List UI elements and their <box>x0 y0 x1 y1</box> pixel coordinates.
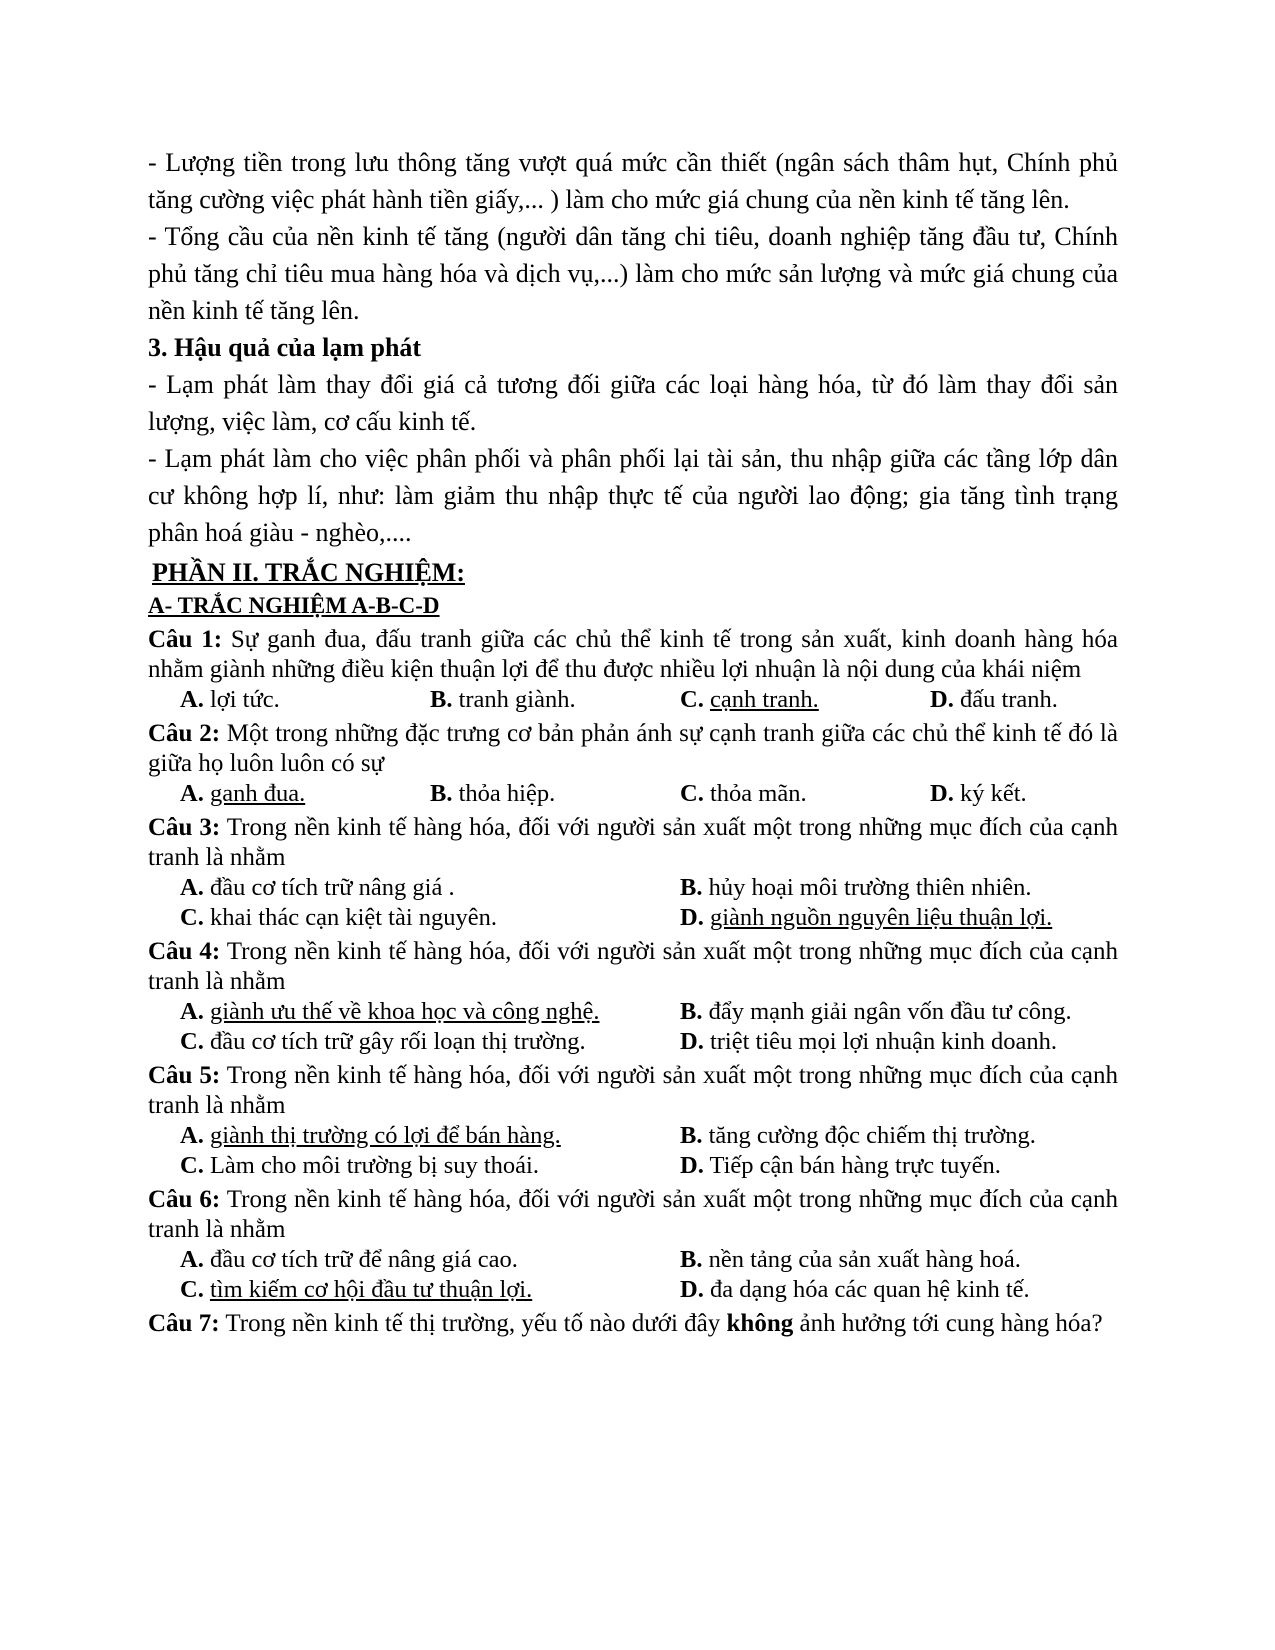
question-number: Câu 5: <box>148 1062 221 1089</box>
question-stem <box>148 625 1118 685</box>
option-text: đầu cơ tích trữ gây rối loạn thị trường. <box>209 1028 586 1055</box>
paragraph-relative-prices: - Lạm phát làm thay đổi giá cả tương đối giữa các loại hàng hóa, từ đó làm thay đổi sản lượng, việc làm, cơ cấu kinh tế. <box>148 370 1118 436</box>
question-1 <box>148 625 1118 715</box>
option-c <box>180 1027 680 1057</box>
option-key: A. <box>180 874 204 901</box>
option-text-correct: ganh đua. <box>209 780 306 807</box>
question-number: Câu 3: <box>148 814 221 841</box>
option-key: C. <box>180 1276 204 1303</box>
option-a <box>180 779 430 809</box>
question-6 <box>148 1185 1118 1305</box>
option-key: C. <box>180 1152 204 1179</box>
intro-section <box>148 144 1118 551</box>
part-subtitle: A- TRẮC NGHIỆM A-B-C-D <box>148 593 440 618</box>
option-b <box>680 1245 1118 1275</box>
option-text-correct: giành ưu thế về khoa học và công nghệ. <box>209 998 600 1025</box>
question-stem <box>148 1309 1118 1339</box>
option-text: hủy hoại môi trường thiên nhiên. <box>708 874 1032 901</box>
option-d <box>680 1151 1118 1181</box>
option-key: D. <box>680 1276 704 1303</box>
question-number: Câu 7: <box>148 1310 220 1337</box>
question-number: Câu 2: <box>148 720 221 747</box>
option-key: D. <box>930 780 954 807</box>
option-c <box>180 1275 680 1305</box>
question-stem <box>148 1061 1118 1121</box>
option-c <box>680 779 930 809</box>
option-key: B. <box>680 874 703 901</box>
option-b <box>680 1121 1118 1151</box>
options <box>148 997 1118 1057</box>
question-text: Trong nền kinh tế thị trường, yếu tố nào dưới đây <box>219 1310 727 1337</box>
question-text: Trong nền kinh tế hàng hóa, đối với người sản xuất một trong những mục đích của cạnh tranh là nhằm <box>148 938 1118 995</box>
question-emphasis: không <box>726 1310 794 1337</box>
question-number: Câu 6: <box>148 1186 221 1213</box>
question-text: ảnh hưởng tới cung hàng hóa? <box>793 1310 1103 1337</box>
option-text: khai thác cạn kiệt tài nguyên. <box>209 904 498 931</box>
question-text: Trong nền kinh tế hàng hóa, đối với người sản xuất một trong những mục đích của cạnh tranh là nhằm <box>148 1186 1118 1243</box>
option-key: A. <box>180 686 204 713</box>
option-key: A. <box>180 998 204 1025</box>
option-key: C. <box>180 1028 204 1055</box>
question-text: Một trong những đặc trưng cơ bản phản ánh sự cạnh tranh giữa các chủ thể kinh tế đó là giữa họ luôn luôn có sự <box>148 720 1118 777</box>
question-stem <box>148 937 1118 997</box>
option-d <box>680 903 1118 933</box>
question-stem <box>148 1185 1118 1245</box>
option-text: đầu cơ tích trữ để nâng giá cao. <box>209 1246 518 1273</box>
options <box>148 873 1118 933</box>
options <box>148 685 1118 715</box>
option-text: đẩy mạnh giải ngân vốn đầu tư công. <box>708 998 1072 1025</box>
option-key: D. <box>680 904 704 931</box>
option-text: Làm cho môi trường bị suy thoái. <box>209 1152 539 1179</box>
option-text: đa dạng hóa các quan hệ kinh tế. <box>709 1276 1030 1303</box>
option-b <box>680 997 1118 1027</box>
question-7 <box>148 1309 1118 1339</box>
option-text-correct: giành thị trường có lợi để bán hàng. <box>209 1122 561 1149</box>
option-c <box>180 1151 680 1181</box>
option-a <box>180 1245 680 1275</box>
option-a <box>180 873 680 903</box>
option-text: thỏa hiệp. <box>458 780 556 807</box>
part-title: PHẦN II. TRẮC NGHIỆM: <box>152 558 465 587</box>
options <box>148 1121 1118 1181</box>
option-d <box>680 1027 1118 1057</box>
option-text: đấu tranh. <box>959 686 1058 713</box>
options <box>148 1245 1118 1305</box>
option-key: A. <box>180 1122 204 1149</box>
option-text: nền tảng của sản xuất hàng hoá. <box>708 1246 1021 1273</box>
option-c <box>180 903 680 933</box>
option-key: A. <box>180 780 204 807</box>
option-key: D. <box>930 686 954 713</box>
question-number: Câu 1: <box>148 626 223 653</box>
paragraph-distribution: - Lạm phát làm cho việc phân phối và phân phối lại tài sản, thu nhập giữa các tầng lớp dân cư không hợp lí, như: làm giảm thu nhập thực tế của người lao động; gia tăng tình trạng phân hoá giàu - nghèo,.... <box>148 444 1118 547</box>
option-key: B. <box>680 1122 703 1149</box>
option-text: tăng cường độc chiếm thị trường. <box>708 1122 1036 1149</box>
question-text: Trong nền kinh tế hàng hóa, đối với người sản xuất một trong những mục đích của cạnh tranh là nhằm <box>148 814 1118 871</box>
option-c <box>680 685 930 715</box>
question-number: Câu 4: <box>148 938 221 965</box>
option-text: lợi tức. <box>209 686 280 713</box>
option-b <box>430 685 680 715</box>
option-a <box>180 1121 680 1151</box>
option-text: đầu cơ tích trữ nâng giá . <box>209 874 455 901</box>
question-stem <box>148 813 1118 873</box>
option-key: B. <box>430 686 453 713</box>
option-key: C. <box>180 904 204 931</box>
question-2 <box>148 719 1118 809</box>
option-text-correct: giành nguồn nguyên liệu thuận lợi. <box>709 904 1053 931</box>
option-a <box>180 997 680 1027</box>
question-5 <box>148 1061 1118 1181</box>
option-text: tranh giành. <box>458 686 576 713</box>
question-4 <box>148 937 1118 1057</box>
question-text: Sự ganh đua, đấu tranh giữa các chủ thể kinh tế trong sản xuất, kinh doanh hàng hóa nhằm giành những điều kiện thuận lợi để thu được nhiều lợi nhuận là nội dung của khái niệm <box>148 626 1118 683</box>
option-d <box>930 779 1118 809</box>
option-a <box>180 685 430 715</box>
question-3 <box>148 813 1118 933</box>
option-text: ký kết. <box>959 780 1027 807</box>
options <box>148 779 1118 809</box>
option-text: thỏa mãn. <box>709 780 807 807</box>
option-key: B. <box>680 1246 703 1273</box>
option-key: C. <box>680 780 704 807</box>
section-heading-consequences: 3. Hậu quả của lạm phát <box>148 333 422 362</box>
paragraph-aggregate-demand: - Tổng cầu của nền kinh tế tăng (người dân tăng chi tiêu, doanh nghiệp tăng đầu tư, Chính phủ tăng chỉ tiêu mua hàng hóa và dịch vụ,...) làm cho mức sản lượng và mức giá chung của nền kinh tế tăng lên. <box>148 222 1118 325</box>
option-key: D. <box>680 1028 704 1055</box>
option-key: D. <box>680 1152 704 1179</box>
option-d <box>680 1275 1118 1305</box>
option-text-correct: tìm kiếm cơ hội đầu tư thuận lợi. <box>209 1276 533 1303</box>
question-stem <box>148 719 1118 779</box>
option-text: Tiếp cận bán hàng trực tuyến. <box>709 1152 1001 1179</box>
option-text: triệt tiêu mọi lợi nhuận kinh doanh. <box>709 1028 1058 1055</box>
option-d <box>930 685 1118 715</box>
option-b <box>430 779 680 809</box>
option-key: B. <box>430 780 453 807</box>
option-key: B. <box>680 998 703 1025</box>
option-text-correct: cạnh tranh. <box>709 686 819 713</box>
option-key: A. <box>180 1246 204 1273</box>
question-text: Trong nền kinh tế hàng hóa, đối với người sản xuất một trong những mục đích của cạnh tranh là nhằm <box>148 1062 1118 1119</box>
option-b <box>680 873 1118 903</box>
document-page <box>148 144 1118 1339</box>
paragraph-money-supply: - Lượng tiền trong lưu thông tăng vượt quá mức cần thiết (ngân sách thâm hụt, Chính phủ tăng cường việc phát hành tiền giấy,... ) làm cho mức giá chung của nền kinh tế tăng lên. <box>148 148 1118 214</box>
option-key: C. <box>680 686 704 713</box>
